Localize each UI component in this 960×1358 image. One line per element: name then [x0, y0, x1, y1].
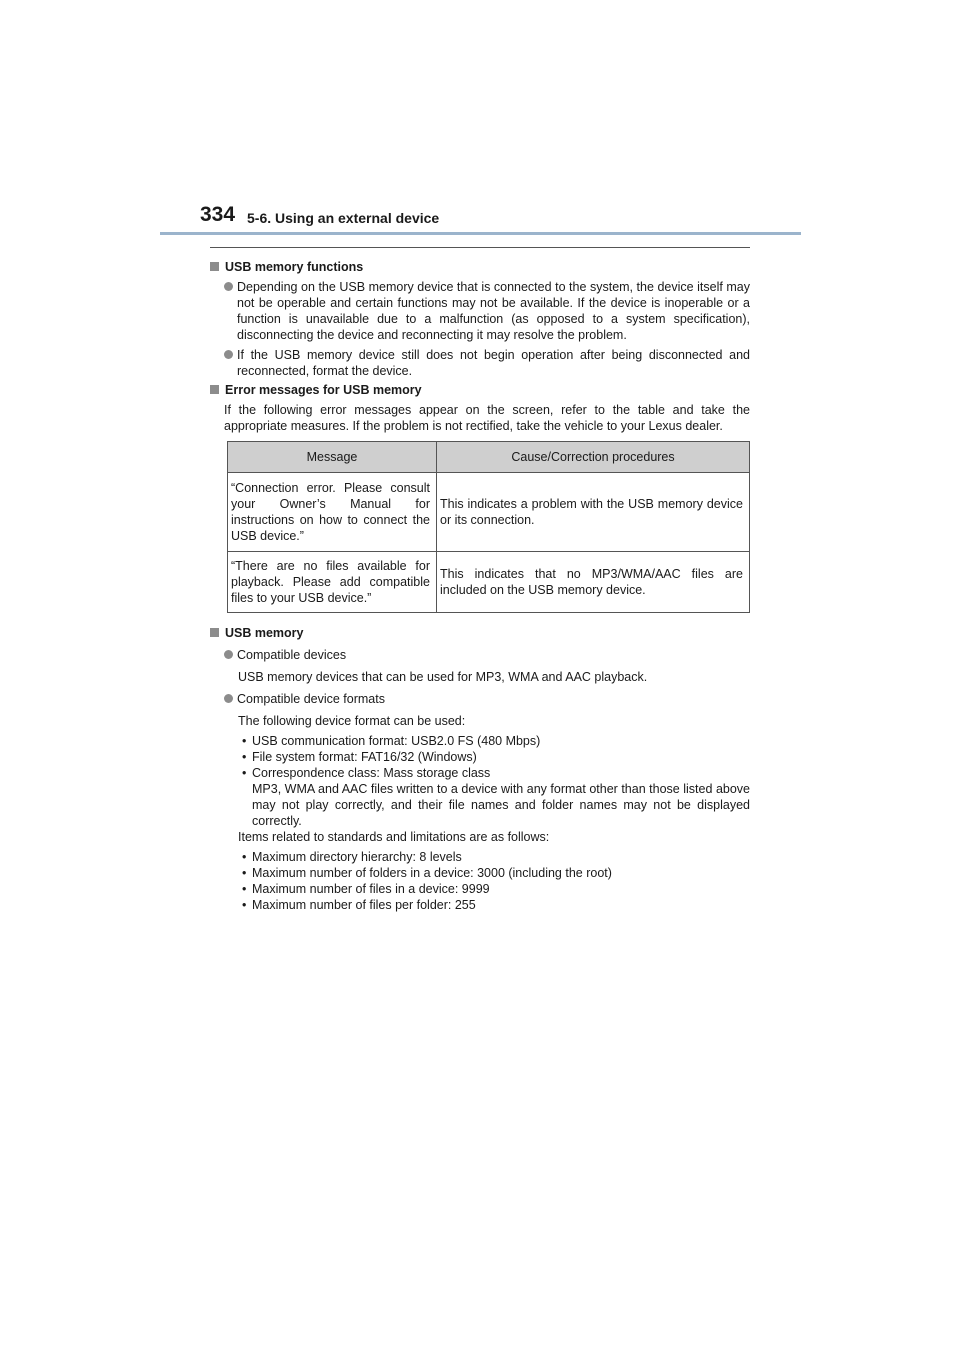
- list-item: • Maximum number of folders in a device: 3000 (including the root): [242, 866, 612, 880]
- list-item: • Correspondence class: Mass storage class: [242, 766, 491, 780]
- table-row: [228, 473, 750, 552]
- round-bullet-icon: [224, 282, 233, 291]
- list-item: • USB communication format: USB2.0 FS (480 Mbps): [242, 734, 541, 748]
- table-cell-message: “Connection error. Please consult your Owner’s Manual for instructions on how to connect the USB device.”: [228, 473, 437, 552]
- table-cell-cause: This indicates a problem with the USB memory device or its connection.: [437, 473, 750, 552]
- table-header-row: [228, 442, 750, 473]
- square-bullet-icon: [210, 385, 219, 394]
- bullet-item: Compatible devices: [210, 647, 750, 663]
- list-item: • File system format: FAT16/32 (Windows): [242, 750, 477, 764]
- round-bullet-icon: [224, 350, 233, 359]
- heading-usb-functions: USB memory functions: [210, 259, 750, 275]
- formats-intro: The following device format can be used:: [238, 714, 466, 728]
- round-bullet-icon: [224, 694, 233, 703]
- bullet-item: If the USB memory device still does not begin operation after being disconnected and reconnected, format the device.: [210, 347, 750, 379]
- list-item: • Maximum directory hierarchy: 8 levels: [242, 850, 462, 864]
- error-intro: If the following error messages appear on the screen, refer to the table and take the appropriate measures. If the problem is not rectified, take the vehicle to your Lexus dealer.: [224, 403, 750, 433]
- list-item: • Maximum number of files per folder: 255: [242, 898, 476, 912]
- square-bullet-icon: [210, 262, 219, 271]
- bullet-item: Depending on the USB memory device that is connected to the system, the device itself may not be operable and certain functions may not be available. If the device is inoperable or a function is unavailable due to a malfunction (as opposed to a system specification), disconnecting the device and reconnecting it may resolve the problem.: [210, 279, 750, 343]
- page-number: 334: [200, 203, 236, 226]
- table-header-cause: Cause/Correction procedures: [437, 442, 750, 473]
- content-rule: [210, 247, 750, 248]
- page-content: [210, 256, 750, 913]
- table-cell-message: “There are no files available for playback. Please add compatible files to your USB device.”: [228, 552, 437, 613]
- section-title: 5-6. Using an external device: [247, 210, 440, 226]
- table-cell-cause: This indicates that no MP3/WMA/AAC files are included on the USB memory device.: [437, 552, 750, 613]
- list-item: • Maximum number of files in a device: 9999: [242, 882, 490, 896]
- header-rule: [160, 232, 801, 235]
- error-table: [227, 441, 750, 613]
- formats-note: MP3, WMA and AAC files written to a device with any format other than those listed above may not play correctly, and their file names and folder names may not be displayed correctly.: [252, 782, 750, 828]
- square-bullet-icon: [210, 628, 219, 637]
- compatible-devices-text: USB memory devices that can be used for MP3, WMA and AAC playback.: [238, 670, 648, 684]
- limits-list: [210, 849, 750, 913]
- limits-intro: Items related to standards and limitations are as follows:: [238, 830, 550, 844]
- bullet-item: Compatible device formats: [210, 691, 750, 707]
- heading-error-messages: Error messages for USB memory: [210, 382, 750, 398]
- round-bullet-icon: [224, 650, 233, 659]
- formats-list: [210, 733, 750, 829]
- table-row: [228, 552, 750, 613]
- heading-usb-memory: USB memory: [210, 625, 750, 641]
- table-header-message: Message: [228, 442, 437, 473]
- page-header: [0, 0, 960, 240]
